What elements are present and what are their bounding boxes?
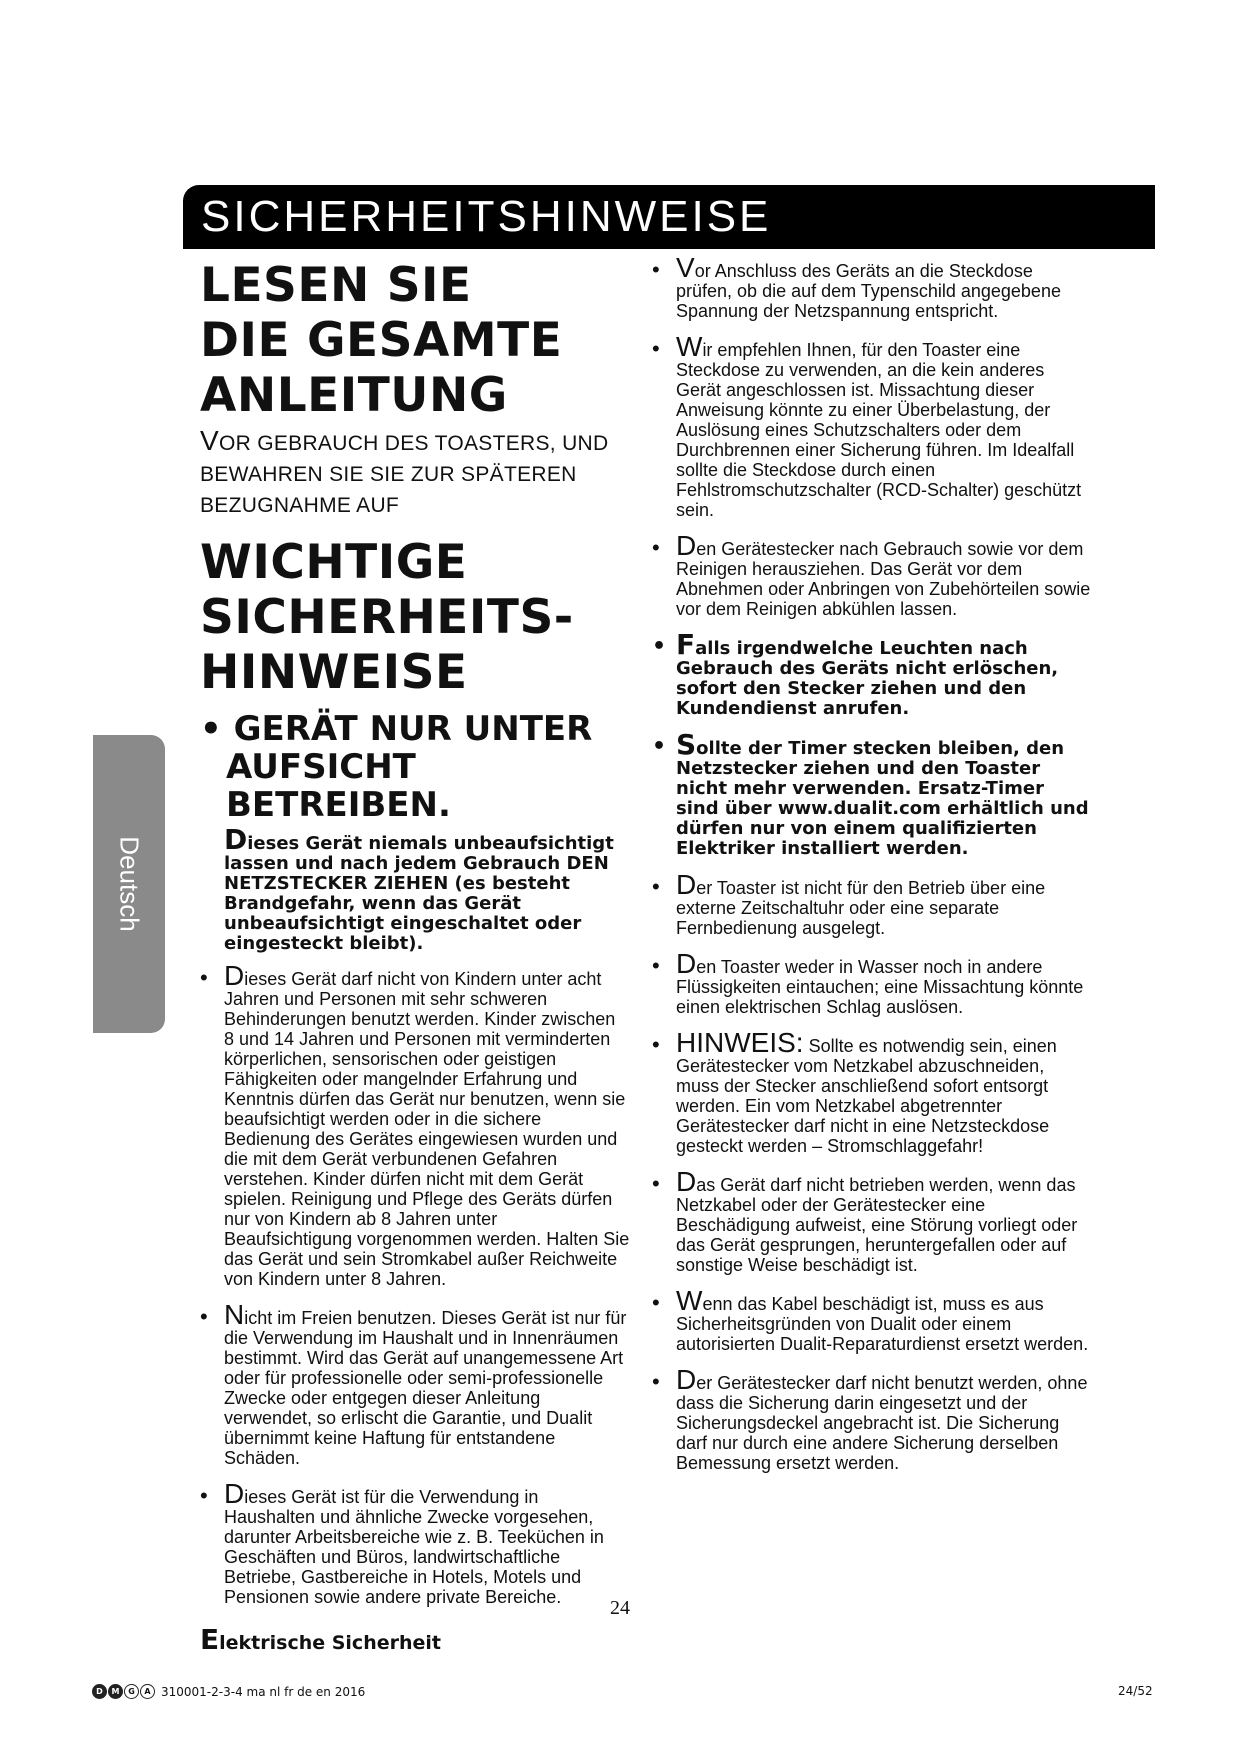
bullet-dot-icon: • — [652, 953, 660, 978]
document-code: 310001-2-3-4 ma nl fr de en 2016 — [161, 1684, 366, 1699]
language-tab-label: Deutsch — [114, 836, 145, 932]
paragraph-text: ieses Gerät niemals unbeaufsichtigt lassen und nach jedem Gebrauch DEN NETZSTECKER ZIEHEN (es besteht Brandgefahr, wenn das Gerät unbeaufsichtigt eingeschaltet oder eingesteckt bleibt). — [224, 833, 614, 954]
drop-cap: D — [224, 823, 248, 856]
brand-logo — [92, 1684, 155, 1699]
drop-cap: D — [676, 948, 697, 979]
bullet-text: ollte der Timer stecken bleiben, den Netzstecker ziehen und den Toaster nicht mehr verwenden. Ersatz-Timer sind über www.dualit.com erhältlich und dürfen nur von einem qualifizierten Elektriker installiert werden. — [676, 738, 1089, 859]
drop-cap: D — [676, 530, 697, 561]
drop-cap: S — [676, 728, 697, 761]
right-bullet-list — [652, 252, 1092, 1473]
bullet-dot-icon: • — [652, 1171, 660, 1196]
logo-letter: G — [124, 1684, 139, 1699]
drop-cap: W — [676, 331, 703, 362]
bullet-text: or Anschluss des Geräts an die Steckdose prüfen, ob die auf dem Typenschild angegebene Spannung der Netzspannung entspricht. — [676, 261, 1061, 321]
bullet-dot-icon: • — [652, 1290, 660, 1315]
logo-letter: A — [140, 1684, 155, 1699]
intro-rest: OR GEBRAUCH DES TOASTERS, UND BEWAHREN SIE SIE ZUR SPÄTEREN BEZUGNAHME AUF — [200, 432, 609, 517]
bullet-dot-icon: • — [652, 535, 660, 560]
bullet-dot-icon: • — [652, 1369, 660, 1394]
bullet-item — [652, 331, 1092, 520]
bullet-item — [652, 530, 1092, 619]
bullet-item — [652, 728, 1092, 859]
supervision-paragraph — [224, 823, 630, 954]
bullet-text: er Toaster ist nicht für den Betrieb über eine externe Zeitschaltuhr oder eine separate Fernbedienung ausgelegt. — [676, 878, 1046, 938]
headline-line: SICHERHEITS- — [200, 590, 574, 645]
section-title: SICHERHEITSHINWEISE — [201, 192, 772, 241]
headline-line: WICHTIGE — [200, 535, 468, 590]
drop-cap: D — [676, 1166, 697, 1197]
headline-line: ANLEITUNG — [200, 368, 508, 423]
bullet-text: er Gerätestecker darf nicht benutzt werden, ohne dass die Sicherung darin eingesetzt und der Sicherungsdeckel angebracht ist. Die Sicherung darf nur durch eine andere Sicherung derselben Bemessung ersetzt werden. — [676, 1373, 1088, 1473]
headline-line: HINWEISE — [200, 645, 468, 700]
bullet-item — [652, 1027, 1092, 1156]
bullet-item — [200, 1478, 630, 1607]
bullet-dot-icon: • — [652, 734, 667, 759]
electrical-safety-heading — [200, 1623, 630, 1656]
bullet-dot-icon: • — [652, 634, 667, 659]
heading-text: lektrische Sicherheit — [219, 1632, 441, 1654]
intro-cap: V — [200, 425, 219, 456]
drop-cap: D — [224, 960, 245, 991]
footer-left — [92, 1684, 365, 1699]
drop-cap: D — [224, 1478, 245, 1509]
bullet-dot-icon: • — [200, 965, 208, 990]
bullet-text: Sollte es notwendig sein, einen Gerätestecker vom Netzkabel abzuschneiden, muss der Stecker anschließend sofort entsorgt werden. Ein vom Netzkabel abgetrennter Gerätestecker darf nicht in eine Netzsteckdose gesteckt werden – Stromschlaggefahr! — [676, 1036, 1057, 1156]
bullet-text: ir empfehlen Ihnen, für den Toaster eine Steckdose zu verwenden, an die kein anderes Gerät angeschlossen ist. Missachtung dieser Anweisung könnte zu einer Überbelastung, der Auslösung eines Schutzschalters oder dem Durchbrennen einer Sicherung führen. Im Idealfall sollte die Steckdose durch einen Fehlstromschutzschalter (RCD-Schalter) geschützt sein. — [676, 340, 1082, 520]
bullet-dot-icon: • — [200, 1304, 208, 1329]
bullet-item — [200, 960, 630, 1289]
bullet-dot-icon: • — [652, 874, 660, 899]
bullet-text: as Gerät darf nicht betrieben werden, wenn das Netzkabel oder der Gerätestecker eine Beschädigung aufweist, eine Störung vorliegt oder das Gerät gesprungen, heruntergefallen oder auf sonstige Weise beschädigt ist. — [676, 1175, 1078, 1275]
bullet-item — [652, 1364, 1092, 1473]
headline-safety — [200, 535, 630, 700]
headline-line: DIE GESAMTE — [200, 313, 563, 368]
bullet-text: en Toaster weder in Wasser noch in andere Flüssigkeiten eintauchen; eine Missachtung könnte einen elektrischen Schlag auslösen. — [676, 957, 1084, 1017]
page-number: 24 — [610, 1597, 630, 1619]
left-bullet-list — [200, 960, 630, 1607]
headline-read-all — [200, 258, 630, 423]
logo-letter: D — [92, 1684, 107, 1699]
left-column — [200, 258, 630, 1656]
drop-cap: E — [200, 1623, 220, 1656]
bullet-dot-icon: • — [652, 336, 660, 361]
bullet-item — [200, 1299, 630, 1468]
drop-cap: HINWEIS: — [676, 1027, 804, 1058]
drop-cap: V — [676, 252, 695, 283]
drop-cap: F — [676, 628, 696, 661]
bullet-item — [652, 252, 1092, 321]
bullet-text: enn das Kabel beschädigt ist, muss es aus Sicherheitsgründen von Dualit oder einem autorisierten Dualit-Reparaturdienst ersetzt werden. — [676, 1294, 1089, 1354]
language-tab — [93, 735, 165, 1033]
bullet-dot-icon: • — [652, 1032, 660, 1057]
bullet-item — [652, 948, 1092, 1017]
page-of-total: 24/52 — [1118, 1684, 1153, 1698]
right-column — [652, 252, 1092, 1489]
bullet-item — [652, 869, 1092, 938]
headline-line: LESEN SIE — [200, 258, 472, 313]
drop-cap: W — [676, 1285, 703, 1316]
intro-text — [200, 425, 630, 521]
bullet-dot-icon: • — [652, 257, 660, 282]
drop-cap: N — [224, 1299, 245, 1330]
bullet-item — [652, 628, 1092, 719]
supervision-heading: • GERÄT NUR UNTER AUFSICHT BETREIBEN. — [200, 709, 593, 825]
section-header-bar — [183, 185, 1155, 249]
logo-letter: M — [108, 1684, 123, 1699]
drop-cap: D — [676, 1364, 697, 1395]
bullet-item — [652, 1166, 1092, 1275]
bullet-item — [652, 1285, 1092, 1354]
bullet-text: ieses Gerät ist für die Verwendung in Haushalten und ähnliche Zwecke vorgesehen, darunter Arbeitsbereiche wie z. B. Teeküchen in Geschäften und Büros, landwirtschaftliche Betriebe, Gastbereiche in Hotels, Motels und Pensionen sowie andere private Bereiche. — [224, 1487, 604, 1607]
bullet-dot-icon: • — [200, 1483, 208, 1508]
bullet-text: ieses Gerät darf nicht von Kindern unter acht Jahren und Personen mit sehr schweren Behinderungen benutzt werden. Kinder zwischen 8 und 14 Jahren und Personen mit verminderten körperlichen, sensorischen oder geistigen Fähigkeiten oder mangelnder Erfahrung und Kenntnis dürfen das Gerät nur benutzen, wenn sie beaufsichtigt werden oder in die sichere Bedienung des Gerätes eingewiesen wurden und die mit dem Gerät verbundenen Gefahren verstehen. Kinder dürfen nicht mit dem Gerät spielen. Reinigung und Pflege des Geräts dürfen nur von Kindern ab 8 Jahren unter Beaufsichtigung vorgenommen werden. Halten Sie das Gerät und sein Stromkabel außer Reichweite von Kindern unter 8 Jahren. — [224, 969, 630, 1289]
drop-cap: D — [676, 869, 697, 900]
bullet-text: en Gerätestecker nach Gebrauch sowie vor dem Reinigen herausziehen. Das Gerät vor dem Abnehmen oder Anbringen von Zubehörteilen sowie vor dem Reinigen abkühlen lassen. — [676, 539, 1091, 619]
bullet-text: alls irgendwelche Leuchten nach Gebrauch des Geräts nicht erlöschen, sofort den Stecker ziehen und den Kundendienst anrufen. — [676, 638, 1059, 719]
bullet-text: icht im Freien benutzen. Dieses Gerät ist nur für die Verwendung im Haushalt und in Innenräumen bestimmt. Wird das Gerät auf unangemessene Art oder für professionelle oder semi-professionelle Zwecke oder entgegen dieser Anleitung verwendet, so erlischt die Garantie, und Dualit übernimmt keine Haftung für entstandene Schäden. — [224, 1308, 627, 1468]
